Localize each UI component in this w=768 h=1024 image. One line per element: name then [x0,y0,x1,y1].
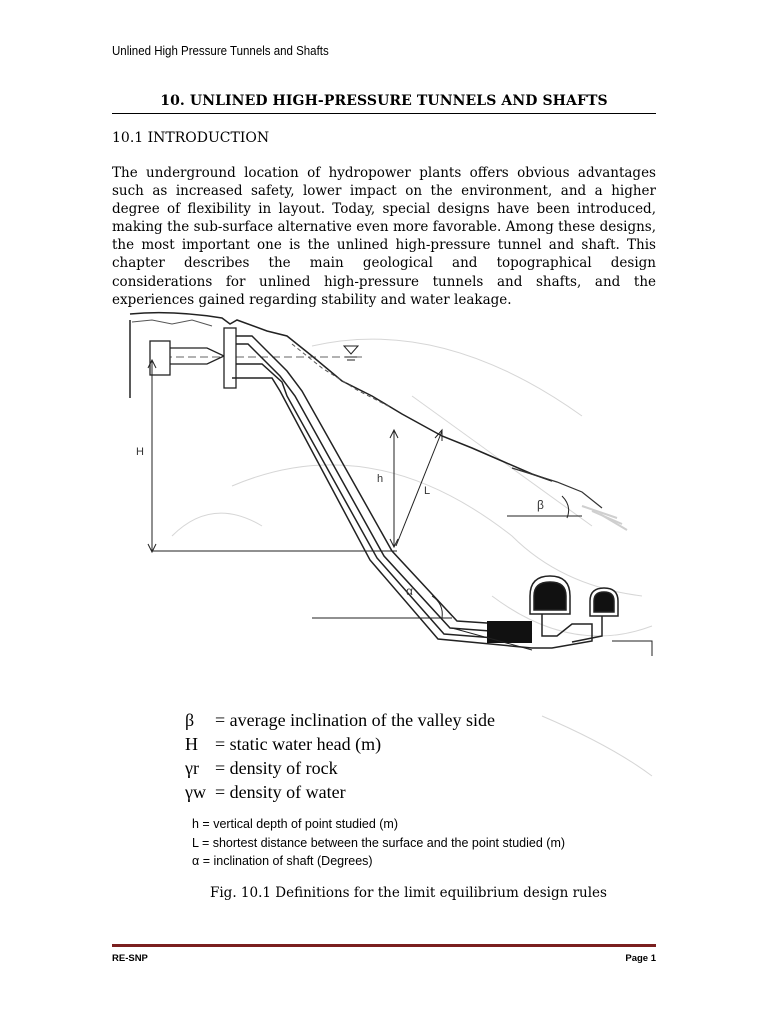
definition-row [185,732,495,756]
label-H: H [136,446,144,458]
intro-paragraph: The underground location of hydropower plants offers obvious advantages such as increased safety, lower impact on the environment, and a higher degree of flexibility in layout. Today, special designs have been introduced, making the sub-surface alternative even more favorable. Among these designs, the most important one is the unlined high-pressure tunnel and shaft. This chapter describes the main geological and topographical design considerations for unlined high-pressure tunnels and shafts, and the experiences gained regarding stability and water leakage. [112,165,656,308]
label-beta: β [537,498,544,512]
label-h: h [377,473,384,485]
water-level-symbol [344,346,358,354]
pressure-shaft [236,336,532,626]
figure-notes [192,815,565,871]
definition-row [185,780,495,804]
def-text: = average inclination of the valley side [215,710,496,730]
title-rule [112,113,656,114]
def-symbol: H [185,734,198,754]
intake-chamber [224,328,236,388]
definition-row [185,756,495,780]
note-line: α = inclination of shaft (Degrees) [192,854,373,868]
figure-caption: Fig. 10.1 Definitions for the limit equilibrium design rules [210,885,607,901]
def-text: = density of water [215,782,346,802]
ground-surface [130,313,552,481]
chapter-title: 10. UNLINED HIGH-PRESSURE TUNNELS AND SHAFTS [160,93,608,109]
def-symbol: β [185,710,195,730]
footer-rule [112,944,656,947]
footer-left: RE-SNP [112,953,148,964]
note-line: L = shortest distance between the surface and the point studied (m) [192,835,566,850]
def-symbol: γw [185,782,206,802]
label-L: L [424,485,431,497]
definition-row [185,708,495,732]
def-text: = static water head (m) [215,734,382,754]
running-header: Unlined High Pressure Tunnels and Shafts [112,44,329,58]
label-alpha: α [406,584,413,598]
intake-gate [150,341,170,375]
page-number: Page 1 [625,953,656,964]
background-hatch [582,506,627,530]
section-heading: 10.1 INTRODUCTION [112,130,270,146]
powerhouse [530,576,618,648]
def-text: = density of rock [215,758,338,778]
symbol-definitions [185,708,495,804]
note-line: h = vertical depth of point studied (m) [192,817,399,831]
def-symbol: γr [185,758,199,778]
